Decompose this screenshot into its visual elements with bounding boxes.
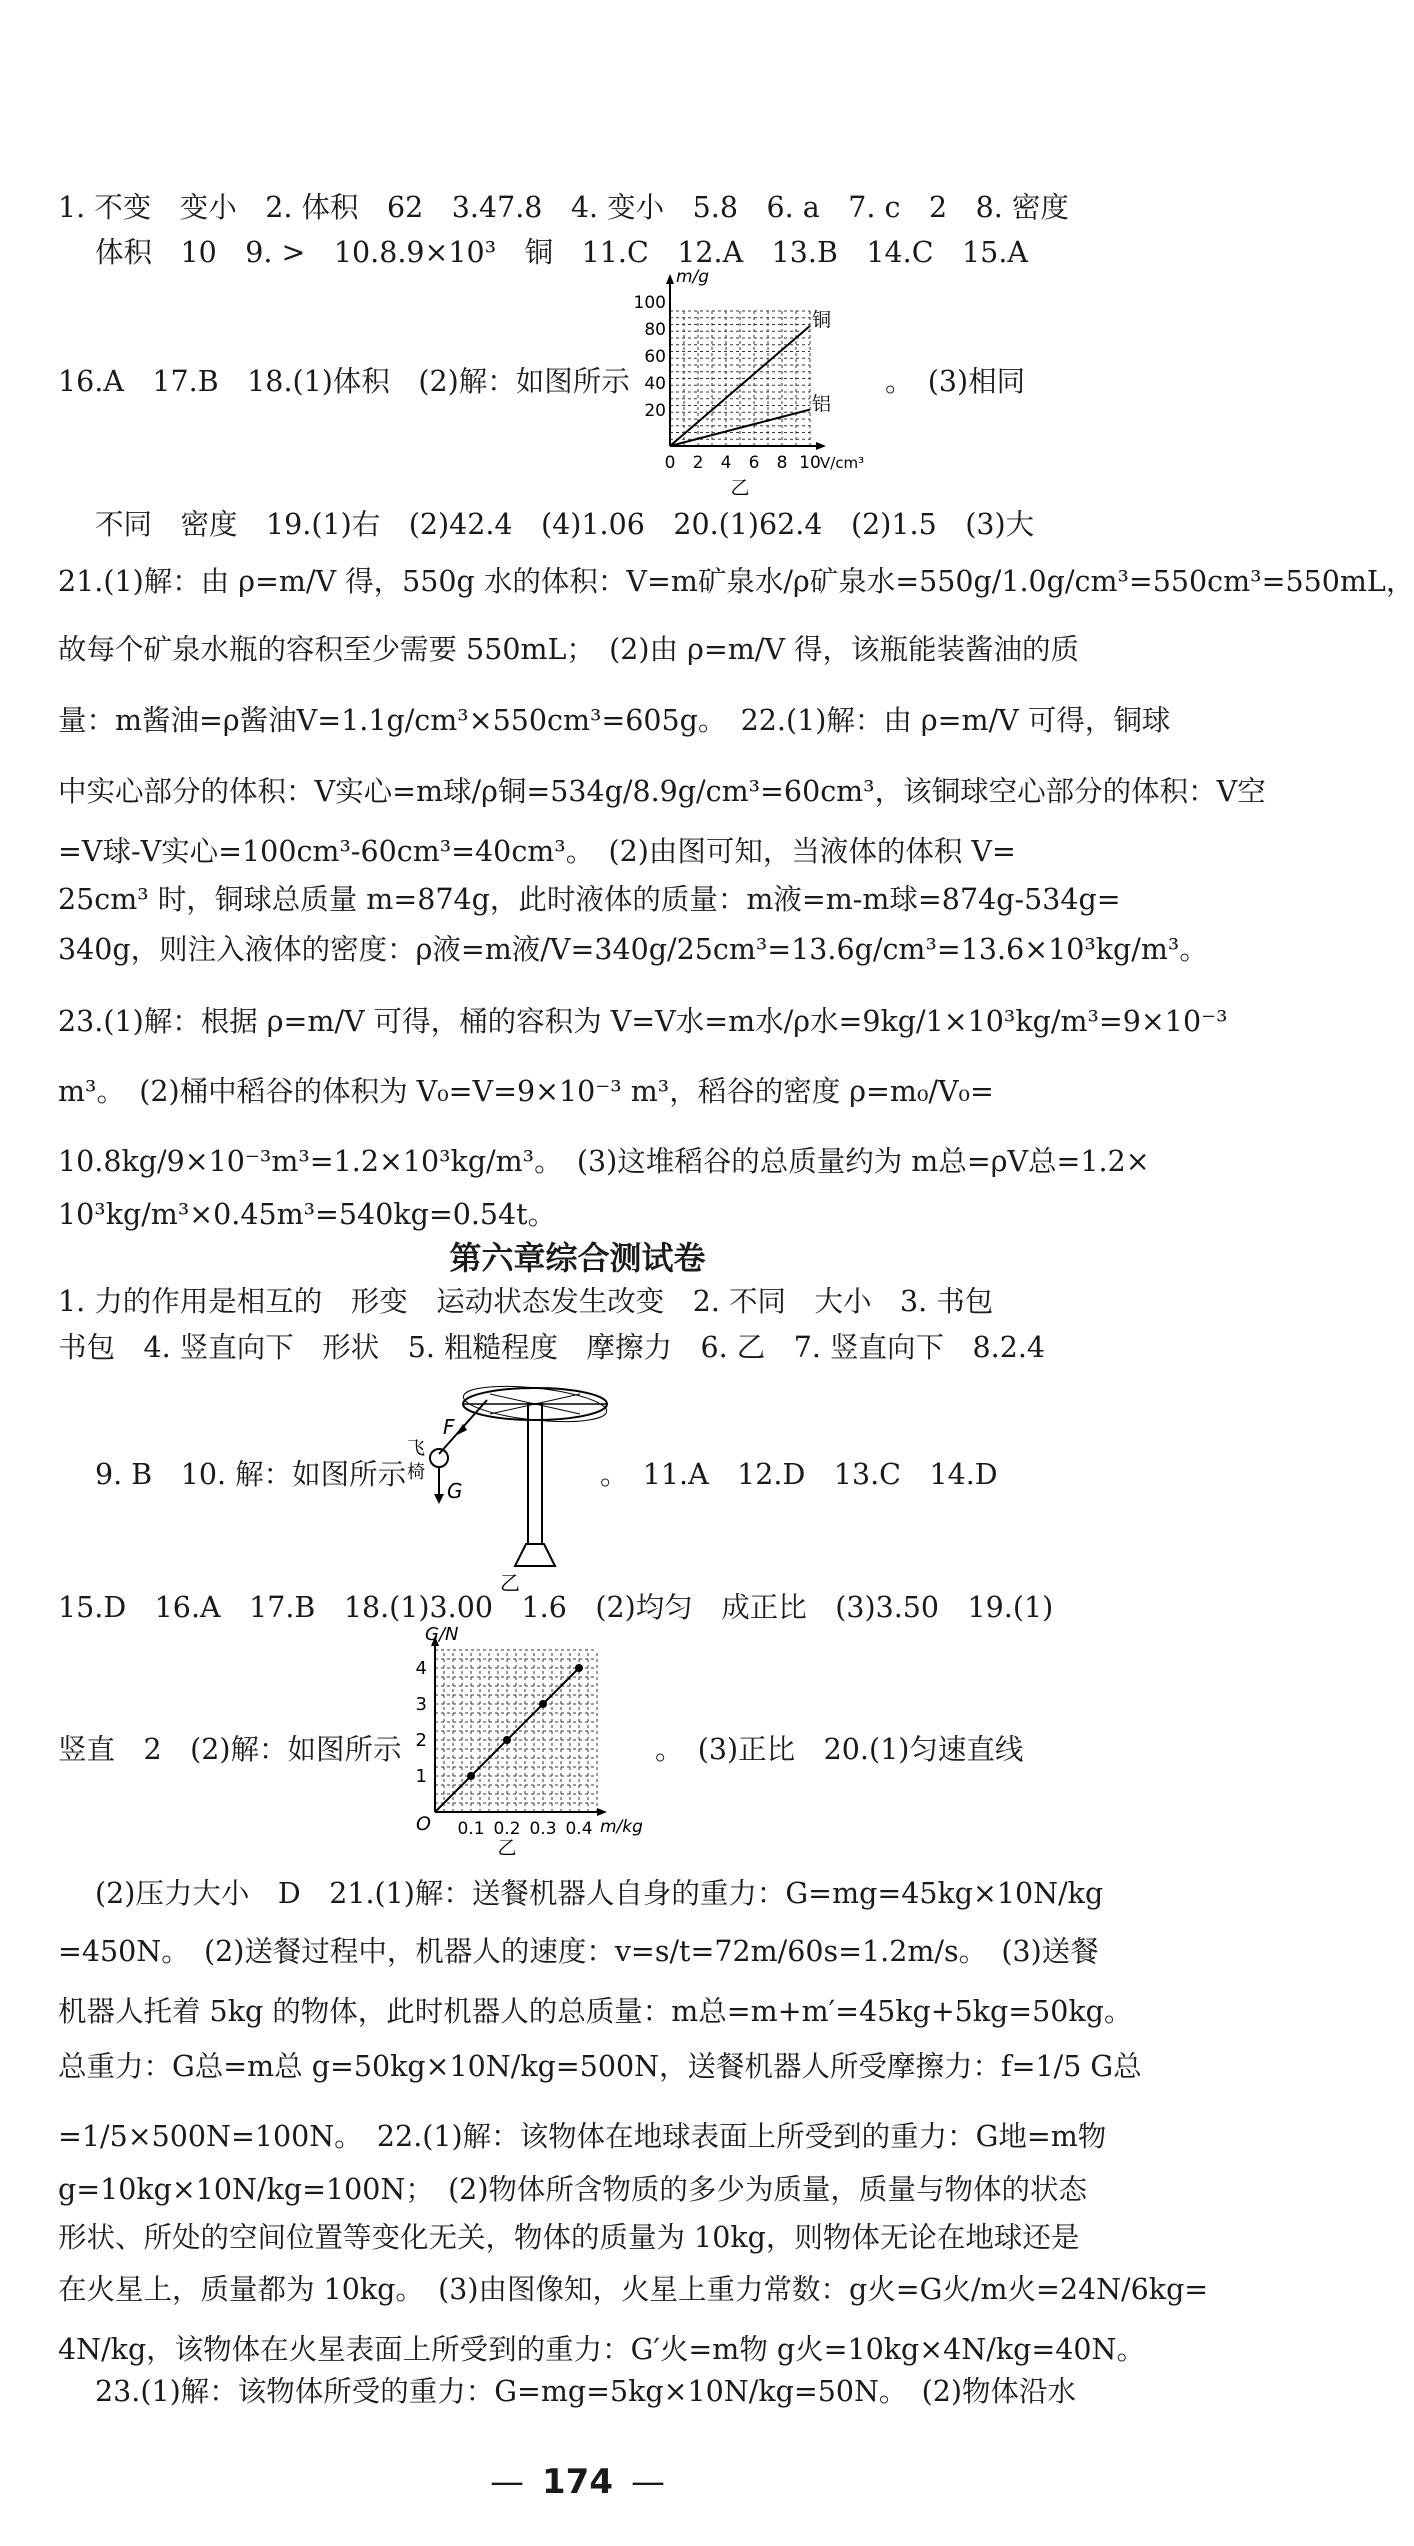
x-tick-label: 4 [720,453,732,473]
x-tick-label: 0.3 [529,1819,557,1839]
text-line: 16.A 17.B 18.(1)体积 (2)解：如图所示 [58,365,630,398]
text-line: 1. 不变 变小 2. 体积 62 3.47.8 4. 变小 5.8 6. a 7. c 2 8. 密度 [58,191,1069,224]
y-tick-label: 60 [644,347,666,367]
x-tick-label: 0 [664,453,676,473]
text-line: 。 (3)正比 20.(1)匀速直线 [655,1733,1024,1766]
text-line: =450N。 (2)送餐过程中，机器人的速度：v=s/t=72m/60s=1.2m/s。 (3)送餐 [58,1935,1099,1968]
text-line: (2)压力大小 D 21.(1)解：送餐机器人自身的重力：G=mg=45kg×10N/kg [95,1877,1104,1910]
text-line: 不同 密度 19.(1)右 (2)42.4 (4)1.06 20.(1)62.4 (2)1.5 (3)大 [95,508,1035,541]
text-line: m³。 (2)桶中稻谷的体积为 V₀=V=9×10⁻³ m³，稻谷的密度 ρ=m₀/V₀= [58,1075,994,1108]
text-line: 1. 力的作用是相互的 形变 运动状态发生改变 2. 不同 大小 3. 书包 [58,1285,994,1318]
y-tick-label: 2 [415,1730,427,1751]
text-line: 21.(1)解：由 ρ=m/V 得，550g 水的体积：V=m矿泉水/ρ矿泉水=550g/1.0g/cm³=550cm³=550mL， [58,565,1414,598]
text-line: 4N/kg，该物体在火星表面上所受到的重力：G′火=m物 g火=10kg×4N/kg=40N。 [58,2333,1145,2366]
y-tick-label: 20 [644,401,666,421]
x-tick-label: 10 [799,453,821,473]
text-line: =V球-V实心=100cm³-60cm³=40cm³。 (2)由图可知，当液体的体积 V= [58,835,1016,868]
x-tick-label: 2 [692,453,704,473]
pole [528,1404,542,1544]
page-number: — 174 — [490,2462,665,2502]
x-tick-label: 8 [776,453,788,473]
page-number-value: 174 [542,2462,613,2502]
text-line: 340g，则注入液体的密度：ρ液=m液/V=340g/25cm³=13.6g/cm³=13.6×10³kg/m³。 [58,933,1208,966]
figure-caption: 乙 [497,1837,517,1859]
text-line: 机器人托着 5kg 的物体，此时机器人的总质量：m总=m+m′=45kg+5kg=50kg。 [58,1995,1133,2028]
text-line: 总重力：G总=m总 g=50kg×10N/kg=500N，送餐机器人所受摩擦力：f=1/5 G总 [58,2050,1142,2083]
data-point [467,1772,475,1780]
y-tick-label: 3 [415,1694,427,1715]
force-label-g: G [447,1479,463,1503]
x-axis-label: V/cm³ [820,454,865,472]
data-point [539,1700,547,1708]
text-line: 故每个矿泉水瓶的容积至少需要 550mL； (2)由 ρ=m/V 得，该瓶能装酱油的质 [58,633,1079,666]
x-tick-label: 0.1 [457,1819,485,1839]
y-axis-label: G/N [425,1624,459,1645]
text-line: 10³kg/m³×0.45m³=540kg=0.54t。 [58,1198,557,1231]
x-tick-label: 0.2 [493,1819,521,1839]
y-tick-label: 1 [415,1766,427,1787]
x-tick-label: 6 [748,453,760,473]
origin-label: O [416,1813,431,1835]
base [515,1544,555,1566]
text-line: 23.(1)解：该物体所受的重力：G=mg=5kg×10N/kg=50N。 (2)物体沿水 [95,2375,1077,2408]
swing-ride-diagram [395,1362,625,1595]
seat-label: 飞 [407,1438,425,1459]
text-line: =1/5×500N=100N。 22.(1)解：该物体在地球表面上所受到的重力：G地=m物 [58,2120,1107,2153]
x-axis-label: m/kg [600,1817,643,1837]
y-axis-label: m/g [676,267,710,287]
figure-caption: 乙 [730,477,750,499]
y-tick-label: 40 [644,374,666,394]
text-line: 25cm³ 时，铜球总质量 m=874g，此时液体的质量：m液=m-m球=874g-534g= [58,883,1121,916]
text-line: 量：m酱油=ρ酱油V=1.1g/cm³×550cm³=605g。 22.(1)解：由 ρ=m/V 可得，铜球 [58,704,1171,737]
text-line: 中实心部分的体积：V实心=m球/ρ铜=534g/8.9g/cm³=60cm³，该铜球空心部分的体积：V空 [58,775,1266,808]
mass-volume-graph [630,267,900,500]
text-line: 。 11.A 12.D 13.C 14.D [600,1458,998,1491]
text-line: 书包 4. 竖直向下 形状 5. 粗糙程度 摩擦力 6. 乙 7. 竖直向下 8.2.4 [58,1331,1046,1364]
x-tick-label: 0.4 [565,1819,593,1839]
seat-label: 椅 [407,1462,425,1483]
text-line: 10.8kg/9×10⁻³m³=1.2×10³kg/m³。 (3)这堆稻谷的总质量约为 m总=ρV总=1.2× [58,1145,1150,1178]
data-point [503,1736,511,1744]
text-line: 体积 10 9. > 10.8.9×10³ 铜 11.C 12.A 13.B 14.C 15.A [95,236,1028,269]
text-line: 9. B 10. 解：如图所示 [95,1458,407,1491]
text-line: 在火星上，质量都为 10kg。 (3)由图像知，火星上重力常数：g火=G火/m火=24N/6kg= [58,2273,1209,2306]
gravity-mass-graph [385,1620,655,1859]
y-tick-label: 4 [415,1658,427,1679]
text-line: 15.D 16.A 17.B 18.(1)3.00 1.6 (2)均匀 成正比 (3)3.50 19.(1) [58,1591,1054,1624]
text-line: 23.(1)解：根据 ρ=m/V 可得，桶的容积为 V=V水=m水/ρ水=9kg/1×10³kg/m³=9×10⁻³ [58,1005,1228,1038]
y-tick-label: 100 [633,293,666,313]
force-label-f: F [443,1415,455,1439]
text-line: 竖直 2 (2)解：如图所示 [58,1733,402,1766]
y-tick-label: 80 [644,320,666,340]
line-label-copper: 铜 [812,309,832,331]
text-line: 形状、所处的空间位置等变化无关，物体的质量为 10kg，则物体无论在地球还是 [58,2221,1080,2254]
text-line: g=10kg×10N/kg=100N； (2)物体所含物质的多少为质量，质量与物体的状态 [58,2173,1087,2206]
section-title: 第六章综合测试卷 [449,1239,706,1277]
line-label-aluminum: 铝 [812,393,832,415]
text-line: 。 (3)相同 [885,365,1026,398]
data-point [575,1664,583,1672]
figure-caption: 乙 [500,1571,520,1595]
seat [430,1449,448,1467]
